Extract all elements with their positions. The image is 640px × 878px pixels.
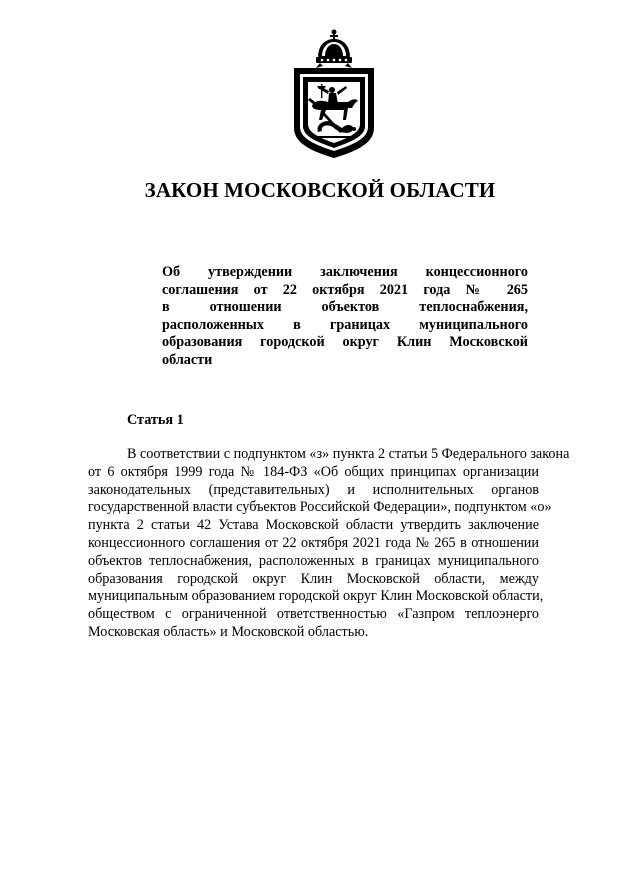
shield-frame-icon (294, 68, 374, 158)
article-line: от 6 октября 1999 года № 184-ФЗ «Об общих принципах организации (88, 463, 539, 480)
subject-line: области (162, 351, 213, 368)
law-subject (162, 264, 528, 370)
subject-line: в отношении объектов теплоснабжения, (162, 299, 528, 316)
article-heading: Статья 1 (127, 412, 184, 428)
law-title: ЗАКОН МОСКОВСКОЙ ОБЛАСТИ (144, 178, 496, 202)
subject-line: Об утверждении заключения концессионного (162, 264, 528, 280)
article-line: обществом с ограниченной ответственностью «Газпром теплоэнерго (88, 606, 539, 623)
subject-line: соглашения от 22 октября 2021 года № 265 (162, 281, 528, 298)
article-line: образования городской округ Клин Московской области, между (88, 570, 539, 587)
article-line: законодательных (представительных) и исполнительных органов (88, 481, 539, 498)
article-body (88, 446, 570, 642)
article-line: пункта 2 статьи 42 Устава Московской области утвердить заключение (88, 517, 539, 534)
article-line: муниципальным образованием городской округ Клин Московской области, (88, 588, 544, 605)
subject-line: образования городской округ Клин Московской (162, 334, 528, 351)
crown-icon (316, 30, 352, 69)
article-line: В соответствии с подпунктом «з» пункта 2 статьи 5 Федерального закона (127, 446, 570, 462)
moscow-oblast-emblem-icon (288, 28, 380, 160)
article-line: концессионного соглашения от 22 октября 2021 года № 265 в отношении (88, 534, 539, 551)
article-line: Московская область» и Московской областью. (88, 623, 369, 640)
subject-line: расположенных в границах муниципального (162, 316, 528, 333)
article-line: объектов теплоснабжения, расположенных в границах муниципального (88, 552, 539, 569)
coat-of-arms-icon (288, 28, 380, 160)
article-line: государственной власти субъектов Российской Федерации», подпунктом «о» (88, 499, 552, 516)
